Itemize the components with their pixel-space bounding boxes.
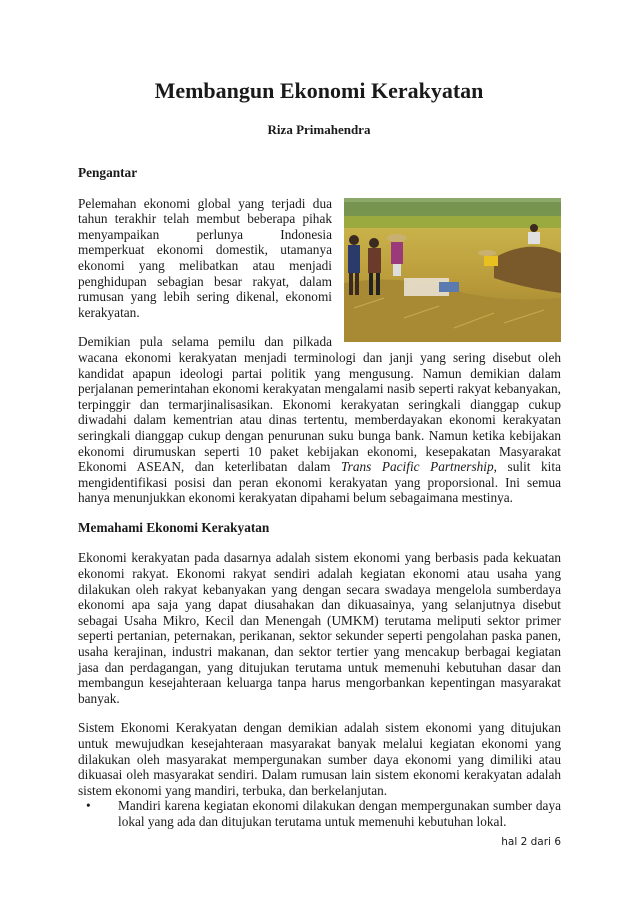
understanding-paragraph-1: Ekonomi kerakyatan pada dasarnya adalah sistem ekonomi yang berbasis pada kekuatan ekonomi rakyat. Ekonomi rakyat sendiri adalah kegiatan ekonomi atau usaha yang dilakukan oleh rakyat kebanyakan yang dengan secara swadaya mengelola sumberdaya ekonomi apa saja yang dapat diusahakan dan dikuasainya, yang selanjutnya disebut sebagai Usaha Mikro, Kecil dan Menengah (UMKM) terutama meliputi sektor primer seperti pertanian, peternakan, perikanan, sektor sekunder seperti pengolahan paska panen, usaha kerajinan, industri makanan, dan sektor tertier yang mencakup berbagai kegiatan jasa dan perdagangan, yang ditujukan terutama untuk memenuhi kebutuhan dasar dan membangun kesejahteraan keluarga tanpa harus mengorbankan kepentingan masyarakat banyak.: [78, 550, 561, 706]
intro-paragraph-2-text-a: Demikian pula selama pemilu dan pilkada wacana ekonomi kerakyatan menjadi terminologi dan janji yang sering disebut oleh kandidat apapun ideologi partai politik yang mengusung. Namun demikian dalam perjalanan pemerintahan ekonomi kerakyatan mengalami nasib seperti rakyat kebanyakan, terpinggir dan termarjinalisasikan. Ekonomi kerakyatan seringkali dianggap cukup diwadahi dalam kementrian atau dinas tertentu, memberdayakan ekonomi kerakyatan seringkali dianggap cukup dengan penurunan suku bunga bank. Namun ketika kebijakan ekonomi dirumuskan seperti 10 paket kebijakan ekonomi, kesepakatan Masyarakat Ekonomi ASEAN, dan keterlibatan dalam: [78, 334, 561, 475]
author-name: Riza Primahendra: [267, 122, 371, 137]
intro-paragraph-2: [78, 334, 561, 506]
section-heading-intro: Pengantar: [78, 165, 138, 180]
list-item-text: Mandiri karena kegiatan ekonomi dilakukan dengan mempergunakan sumber daya lokal yang ada dan ditujukan terutama untuk memenuhi kebutuhan lokal.: [118, 798, 561, 829]
document-body: [78, 165, 561, 830]
intro-paragraph-1: Pelemahan ekonomi global yang terjadi dua tahun terakhir telah membut beberapa pihak menyampaikan perlunya Indonesia memperkuat ekonomi domestik, utamanya ekonomi yang melibatkan atau menjadi penghidupan sebagian besar rakyat, dalam rumusan yang lebih sering dikenal, ekonomi kerakyatan.: [78, 195, 332, 320]
understanding-paragraph-2: Sistem Ekonomi Kerakyatan dengan demikian adalah sistem ekonomi yang ditujukan untuk mewujudkan kesejahteraan masyarakat banyak melalui kegiatan ekonomi yang dilakukan oleh masyarakat mempergunakan sumber daya ekonomi yang dimiliki atau dikuasai oleh masyarakat sendiri. Dalam rumusan lain sistem ekonomi kerakyatan adalah sistem ekonomi yang mandiri, terbuka, dan berkelanjutan.: [78, 720, 561, 798]
rice-harvest-photo: [344, 198, 561, 342]
section-heading-understanding: Memahami Ekonomi Kerakyatan: [78, 519, 270, 535]
list-item: [86, 798, 561, 829]
bullet-icon: •: [86, 798, 91, 814]
document-title: Membangun Ekonomi Kerakyatan: [154, 78, 484, 103]
characteristics-list: [78, 798, 561, 829]
page-number: hal 2 dari 6: [501, 836, 561, 848]
intro-paragraph-2-text-b: , sulit kita mengidentifikasi posisi dan peran ekonomi kerakyatan yang proporsional. Ini semua hanya menunjukkan ekonomi kerakyatan dipahami belum sebagaimana mestinya.: [78, 459, 561, 506]
trans-pacific-partnership-text: Trans Pacific Partnership: [341, 459, 494, 475]
